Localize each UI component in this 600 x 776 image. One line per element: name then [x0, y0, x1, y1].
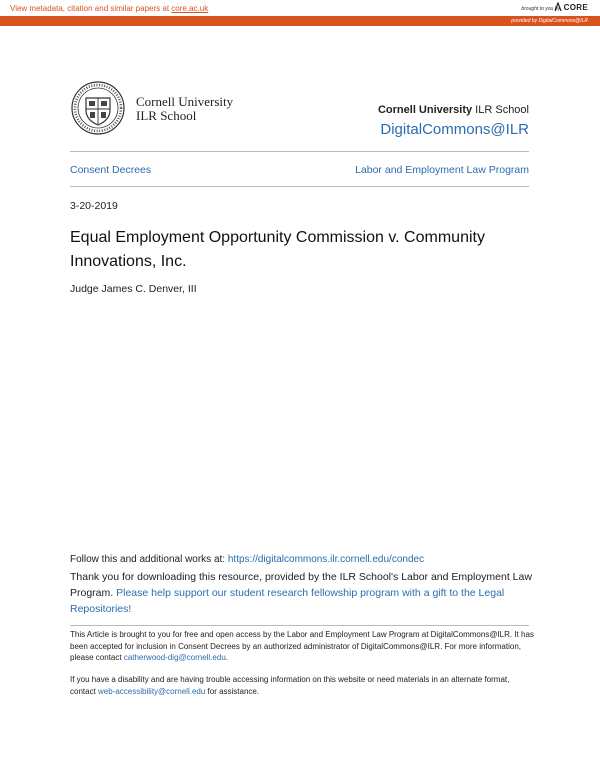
thanks-text: Thank you for downloading this resource, provided by the ILR School's Labor and Employment Law Program.	[70, 571, 532, 599]
provided-by-text: provided by DigitalCommons@ILR	[511, 18, 588, 24]
core-metadata-note	[10, 4, 208, 13]
follow-text: Follow this and additional works at:	[70, 554, 228, 565]
document-author: Judge James C. Denver, III	[70, 283, 197, 295]
access-text: If you have a disability and are having trouble accessing information on this website or need materials in an alternate format, contact	[70, 675, 510, 696]
support-link[interactable]: Please help support our student research fellowship program with a gift to the Legal Repositories!	[70, 587, 505, 615]
document-title: Equal Employment Opportunity Commission v. Community Innovations, Inc.	[70, 229, 485, 270]
notice-text: This Article is brought to you for free and open access by the Labor and Employment Law Program at DigitalCommons@ILR. It has been accepted for inclusion in Consent Decrees by an authorized administrator of DigitalCommons@ILR. For more information, please contact	[70, 630, 534, 662]
header-divider	[70, 151, 529, 152]
collection-link[interactable]: Consent Decrees	[70, 164, 152, 176]
core-logo[interactable]	[564, 3, 588, 12]
repository-header	[378, 104, 529, 138]
accessibility-notice	[70, 674, 535, 697]
thanks-paragraph	[70, 569, 532, 617]
nav-divider	[70, 186, 529, 187]
cornell-ilr-logo[interactable]	[70, 80, 240, 136]
core-banner	[0, 0, 600, 16]
cornell-seal-icon	[70, 80, 126, 136]
program-link[interactable]: Labor and Employment Law Program	[355, 164, 529, 176]
school-name: ILR School	[136, 108, 197, 123]
core-metadata-text: View metadata, citation and similar papers at	[10, 4, 172, 13]
institution-bold: Cornell University	[377, 104, 473, 116]
open-access-notice	[70, 629, 535, 664]
institution-rest: ILR School	[472, 104, 529, 116]
university-name: Cornell University	[136, 94, 234, 109]
follow-link[interactable]: https://digitalcommons.ilr.cornell.edu/condec	[227, 554, 425, 565]
repository-link[interactable]: DigitalCommons@ILR	[380, 121, 529, 138]
follow-line	[70, 554, 424, 565]
core-logo-icon	[554, 2, 562, 12]
institution-name	[378, 104, 529, 116]
core-provider-bar	[0, 16, 600, 26]
footer-divider	[70, 625, 529, 626]
brought-to-you-text: brought to you by	[521, 6, 560, 12]
access-end: for assistance.	[205, 686, 260, 696]
accessibility-email-link[interactable]: web-accessibility@cornell.edu	[98, 686, 206, 696]
publication-date: 3-20-2019	[70, 200, 118, 212]
core-link[interactable]: core.ac.uk	[171, 4, 209, 13]
contact-email-link[interactable]: catherwood-dig@cornell.edu	[123, 653, 226, 662]
core-logo-label: CORE	[563, 3, 588, 12]
notice-end: .	[225, 653, 229, 662]
